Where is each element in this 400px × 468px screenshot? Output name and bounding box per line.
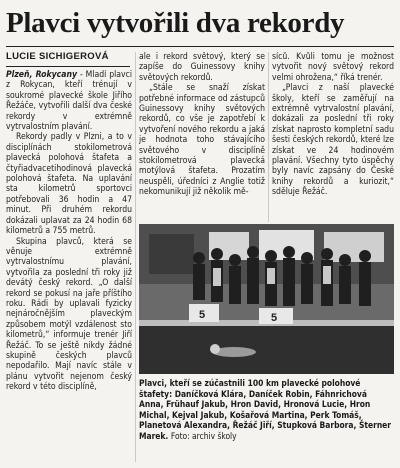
paragraph: „Plavci z naší plavecké školy, kteří se zaměřují na extrémně vytrvalostní plavání, dokázali za poslední tři roky získat naprosto kompletní sadu šesti českých rekordů, které lze získat ve 24 hodinovém plavání. Všechny tyto úspěchy byly navíc zapsány do České knihy rekordů a kuriozit,“ sděluje Řežáč.: [272, 83, 394, 198]
column-separator: [268, 52, 269, 222]
team-photo: [139, 224, 394, 374]
paragraph: Rekordy padly v Plzni, a to v disciplínách stokilometrová plavecká polohová štafeta a čtyřiadvacetihodinová plavecká polohová štafeta. Na uplavání sta kilometrů sportovci potřebovali 36 hodin a 47 minut. Při druhém rekordu dokázali uplavat za 24 hodin 68 kilometrů a 755 metrů.: [6, 132, 132, 237]
lane-number: 5: [271, 312, 278, 324]
paragraph: „Stále se snaží získat potřebné informace od zástupců Guinessovy knihy světových rekordů, co vše je zapotřebí k vytvoření nového rekordu a jaká je hodnota toho stávajícího světového v disciplíně stokilometrová plavecká motýlová štafeta. Prozatím neuspěli, úředníci z Anglie totiž nekomunikují již několik mě-: [139, 83, 265, 198]
caption-lead: Plavci, kteří se zúčastnili 100 km plavecké polohové štafety:: [139, 378, 361, 399]
byline: LUCIE SICHIGEROVÁ: [6, 51, 109, 62]
paragraph: síců. Kvůli tomu je možnost vytvořit nový světový rekord velmi ohrožena,“ říká trenér.: [272, 52, 394, 83]
article-column-2: [139, 52, 265, 230]
photo-credit: Foto: archiv školy: [170, 430, 237, 441]
dateline: Plzeň, Rokycany: [6, 70, 78, 80]
article-column-3: [272, 52, 394, 230]
team-photo-image: [139, 224, 394, 374]
headline-rule: [6, 46, 394, 47]
paragraph: ale i rekord světový, který se zapíše do Guinessovy knihy světových rekordů.: [139, 52, 265, 83]
paragraph-text: - Mladí plavci z Rokycan, kteří trénují v soukromé plavecké škole Jiřího Řežáče, vytvořili další dva české rekordy v extrémně vytrvalostním plavání.: [6, 70, 132, 133]
headline: Plavci vytvořili dva rekordy: [6, 7, 345, 39]
article-column-1: [6, 70, 132, 462]
photo-caption: [139, 378, 394, 442]
byline-rule: [6, 66, 130, 67]
lane-number: 5: [199, 309, 206, 321]
column-separator: [135, 52, 136, 462]
caption-names: Daníčková Klára, Daníček Robin, Fáhnrichová Anna, Frühauf Jakub, Hron David, Hronová Lucie, Hron Michal, Kejval Jakub, Košařová Martina, Perk Tomáš, Planetová Alexandra, Řežáč Jiří, Stupková Barbora, Šterner Marek.: [139, 388, 392, 441]
paragraph: Skupina plavců, která se věnuje extrémně vytrvalostnímu plavání, vytvořila za poslední tři roky již devátý český rekord. „O další rekord se pokusí na jaře příštího roku. Rádi by uplavali fyzicky nejnáročnějším plaveckým způsobem motýl vzdálenost sto kilometrů,“ informuje trenér Jiří Řežáč. To se ještě nikdy žádné skupině českých plavců nepodařilo. Mají navíc stále v plánu vytvořit nejenom český rekord v této disciplíně,: [6, 236, 132, 393]
paragraph: [6, 70, 132, 132]
